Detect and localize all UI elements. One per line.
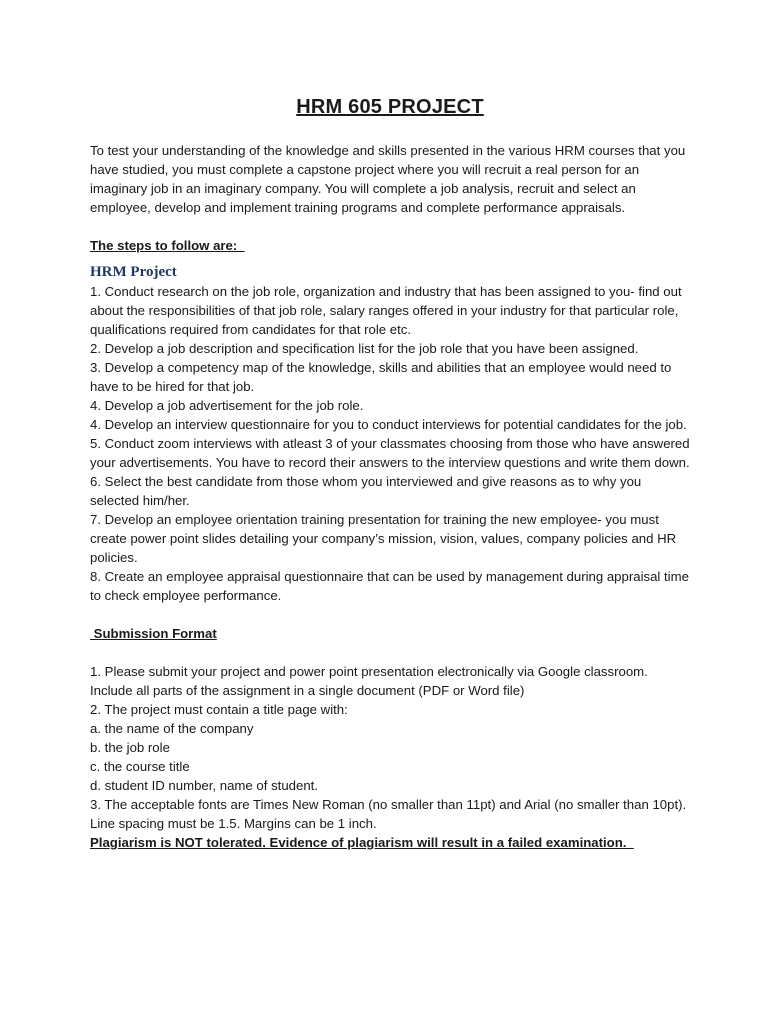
submission-item: 2. The project must contain a title page with:: [90, 702, 348, 717]
document-page: [90, 94, 690, 852]
plagiarism-warning: Plagiarism is NOT tolerated. Evidence of plagiarism will result in a failed examination.: [90, 835, 634, 850]
submission-item: 1. Please submit your project and power point presentation electronically via Google classroom. Include all parts of the assignment in a single document (PDF or Word file): [90, 664, 648, 698]
step-item: 4. Develop a job advertisement for the job role.: [90, 398, 364, 413]
step-item: 2. Develop a job description and specification list for the job role that you have been assigned.: [90, 341, 639, 356]
steps-list: [90, 282, 690, 605]
step-item: 8. Create an employee appraisal questionnaire that can be used by management during appraisal time to check employee performance.: [90, 569, 689, 603]
step-item: 3. Develop a competency map of the knowledge, skills and abilities that an employee would need to have to be hired for that job.: [90, 360, 672, 394]
submission-item: b. the job role: [90, 740, 170, 755]
document-title: HRM 605 PROJECT: [296, 96, 484, 118]
submission-item: c. the course title: [90, 759, 190, 774]
step-item: 5. Conduct zoom interviews with atleast 3 of your classmates choosing from those who have answered your advertisements. You have to record their answers to the interview questions and write them down.: [90, 436, 690, 470]
step-item: 6. Select the best candidate from those whom you interviewed and give reasons as to why you selected him/her.: [90, 474, 642, 508]
steps-heading: The steps to follow are:: [90, 238, 245, 253]
section-heading-hrm-project: HRM Project: [90, 264, 177, 280]
submission-item: d. student ID number, name of student.: [90, 778, 318, 793]
intro-paragraph: To test your understanding of the knowledge and skills presented in the various HRM courses that you have studied, you must complete a capstone project where you will recruit a real person for an imaginary job in an imaginary company. You will complete a job analysis, recruit and select an employee, develop and implement training programs and complete performance appraisals.: [90, 143, 686, 215]
step-item: 4. Develop an interview questionnaire for you to conduct interviews for potential candidates for the job.: [90, 417, 687, 432]
submission-format-heading: Submission Format: [90, 626, 217, 641]
step-item: 7. Develop an employee orientation training presentation for training the new employee- you must create power point slides detailing your company’s mission, vision, values, company policies and HR policies.: [90, 512, 677, 565]
step-item: 1. Conduct research on the job role, organization and industry that has been assigned to you- find out about the responsibilities of that job role, salary ranges offered in your industry for that particular role, qualifications required from candidates for that role etc.: [90, 284, 682, 337]
submission-item: 3. The acceptable fonts are Times New Roman (no smaller than 11pt) and Arial (no smaller than 10pt). Line spacing must be 1.5. Margins can be 1 inch.: [90, 797, 687, 831]
submission-list: [90, 662, 690, 833]
submission-item: a. the name of the company: [90, 721, 254, 736]
